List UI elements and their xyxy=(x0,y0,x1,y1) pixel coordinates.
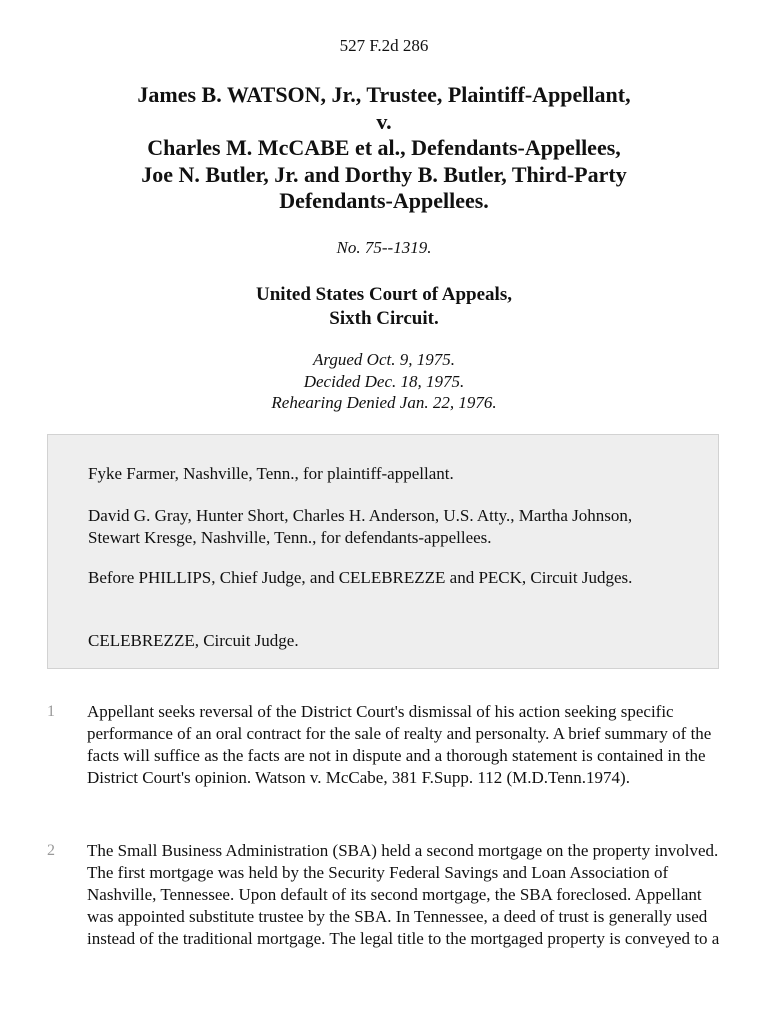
court-name xyxy=(0,283,768,331)
court-circuit-line: Sixth Circuit. xyxy=(329,308,439,329)
paragraph-text: The Small Business Administration (SBA) held a second mortgage on the property involved. The first mortgage was held by the Security Federal Savings and Loan Association of Nashville, Tennessee. Upon default of its second mortgage, the SBA foreclosed. Appellant was appointed substitute trustee by the SBA. In Tennessee, a deed of trust is generally used instead of the traditional mortgage. The legal title to the mortgaged property is conveyed to a xyxy=(87,841,720,948)
defendant-counsel: David G. Gray, Hunter Short, Charles H. Anderson, U.S. Atty., Martha Johnson, Stewart Kresge, Nashville, Tenn., for defendants-appellees. xyxy=(88,506,633,547)
judicial-panel: Before PHILLIPS, Chief Judge, and CELEBREZZE and PECK, Circuit Judges. xyxy=(88,568,633,587)
caption-third-party-role-line: Defendants-Appellees. xyxy=(279,188,489,213)
counsel-info-box xyxy=(47,434,719,669)
caption-versus-line: v. xyxy=(376,108,392,134)
case-citation: 527 F.2d 286 xyxy=(339,36,429,55)
case-dates xyxy=(0,349,768,414)
case-caption xyxy=(40,82,728,215)
paragraph-number: 2 xyxy=(47,842,55,859)
argued-date: Argued Oct. 9, 1975. xyxy=(313,350,455,369)
opinion-author: CELEBREZZE, Circuit Judge. xyxy=(88,631,299,650)
rehearing-date: Rehearing Denied Jan. 22, 1976. xyxy=(271,393,497,412)
decided-date: Decided Dec. 18, 1975. xyxy=(303,371,465,391)
court-name-line: United States Court of Appeals, xyxy=(256,284,512,305)
caption-defendants-line: Charles M. McCABE et al., Defendants-Appellees, xyxy=(147,135,621,160)
paragraph-number: 1 xyxy=(47,703,55,720)
paragraph-text: Appellant seeks reversal of the District Court's dismissal of his action seeking specific performance of an oral contract for the sale of realty and personalty. A brief summary of the facts will suffice as the facts are not in dispute and a thorough statement is contained in the District Court's opinion. Watson v. McCabe, 381 F.Supp. 112 (M.D.Tenn.1974). xyxy=(87,702,712,787)
caption-third-party-line: Joe N. Butler, Jr. and Dorthy B. Butler, Third-Party xyxy=(141,161,627,187)
caption-plaintiff-line: James B. WATSON, Jr., Trustee, Plaintiff-Appellant, xyxy=(137,82,631,107)
docket-number: No. 75--1319. xyxy=(336,238,432,257)
plaintiff-counsel: Fyke Farmer, Nashville, Tenn., for plaintiff-appellant. xyxy=(88,464,454,483)
